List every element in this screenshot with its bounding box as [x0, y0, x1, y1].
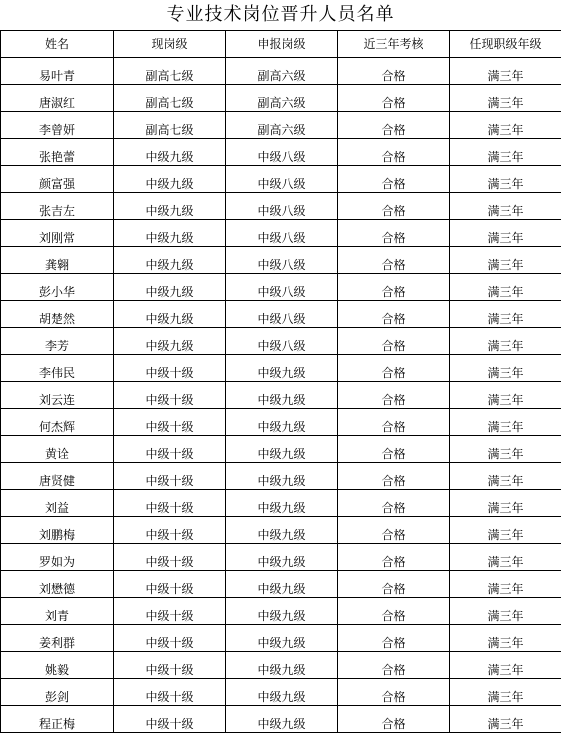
table-row [1, 517, 561, 544]
table-row [1, 598, 561, 625]
cell-name: 颜富强 [1, 166, 114, 193]
cell-assessment: 合格 [338, 598, 450, 625]
cell-assessment: 合格 [338, 679, 450, 706]
cell-applied-grade: 中级九级 [226, 598, 338, 625]
cell-tenure: 满三年 [450, 328, 561, 355]
cell-applied-grade: 中级九级 [226, 463, 338, 490]
cell-name: 姜利群 [1, 625, 114, 652]
cell-current-grade: 中级十级 [114, 679, 226, 706]
header-row [1, 31, 561, 58]
cell-tenure: 满三年 [450, 301, 561, 328]
cell-current-grade: 中级十级 [114, 355, 226, 382]
cell-applied-grade: 副高六级 [226, 112, 338, 139]
cell-assessment: 合格 [338, 85, 450, 112]
table-row [1, 301, 561, 328]
cell-name: 彭剑 [1, 679, 114, 706]
cell-applied-grade: 中级九级 [226, 517, 338, 544]
cell-current-grade: 副高七级 [114, 58, 226, 85]
cell-assessment: 合格 [338, 220, 450, 247]
cell-applied-grade: 中级八级 [226, 247, 338, 274]
cell-applied-grade: 中级八级 [226, 301, 338, 328]
table-row [1, 544, 561, 571]
cell-applied-grade: 副高六级 [226, 58, 338, 85]
cell-name: 龚翱 [1, 247, 114, 274]
cell-name: 易叶青 [1, 58, 114, 85]
cell-tenure: 满三年 [450, 544, 561, 571]
cell-assessment: 合格 [338, 382, 450, 409]
table-row [1, 625, 561, 652]
cell-tenure: 满三年 [450, 166, 561, 193]
cell-current-grade: 中级九级 [114, 220, 226, 247]
table-row [1, 382, 561, 409]
cell-applied-grade: 中级八级 [226, 328, 338, 355]
cell-current-grade: 中级九级 [114, 166, 226, 193]
cell-name: 李曾妍 [1, 112, 114, 139]
cell-assessment: 合格 [338, 490, 450, 517]
cell-current-grade: 中级十级 [114, 517, 226, 544]
cell-assessment: 合格 [338, 571, 450, 598]
cell-name: 刘懋德 [1, 571, 114, 598]
cell-assessment: 合格 [338, 652, 450, 679]
cell-current-grade: 中级十级 [114, 571, 226, 598]
table-row [1, 436, 561, 463]
cell-current-grade: 中级九级 [114, 193, 226, 220]
cell-current-grade: 副高七级 [114, 112, 226, 139]
table-row [1, 571, 561, 598]
cell-current-grade: 中级十级 [114, 463, 226, 490]
cell-assessment: 合格 [338, 436, 450, 463]
header-tenure: 任现职级年级 [450, 31, 561, 58]
cell-name: 何杰辉 [1, 409, 114, 436]
cell-assessment: 合格 [338, 517, 450, 544]
table-row [1, 85, 561, 112]
table-row [1, 355, 561, 382]
header-current-grade: 现岗级 [114, 31, 226, 58]
cell-tenure: 满三年 [450, 355, 561, 382]
table-row [1, 706, 561, 733]
cell-assessment: 合格 [338, 409, 450, 436]
cell-name: 黄诠 [1, 436, 114, 463]
cell-name: 彭小华 [1, 274, 114, 301]
cell-tenure: 满三年 [450, 490, 561, 517]
cell-current-grade: 中级十级 [114, 544, 226, 571]
cell-tenure: 满三年 [450, 247, 561, 274]
cell-tenure: 满三年 [450, 652, 561, 679]
cell-applied-grade: 中级九级 [226, 652, 338, 679]
cell-name: 程正梅 [1, 706, 114, 733]
cell-current-grade: 中级十级 [114, 409, 226, 436]
cell-name: 刘鹏梅 [1, 517, 114, 544]
cell-assessment: 合格 [338, 463, 450, 490]
cell-tenure: 满三年 [450, 139, 561, 166]
table-row [1, 328, 561, 355]
cell-tenure: 满三年 [450, 220, 561, 247]
cell-assessment: 合格 [338, 112, 450, 139]
table-row [1, 58, 561, 85]
cell-tenure: 满三年 [450, 517, 561, 544]
cell-name: 张吉左 [1, 193, 114, 220]
cell-current-grade: 中级十级 [114, 652, 226, 679]
cell-name: 唐淑红 [1, 85, 114, 112]
table-row [1, 166, 561, 193]
cell-current-grade: 副高七级 [114, 85, 226, 112]
cell-assessment: 合格 [338, 625, 450, 652]
cell-applied-grade: 中级九级 [226, 625, 338, 652]
cell-name: 刘云连 [1, 382, 114, 409]
cell-tenure: 满三年 [450, 571, 561, 598]
cell-current-grade: 中级九级 [114, 139, 226, 166]
table-row [1, 247, 561, 274]
cell-assessment: 合格 [338, 247, 450, 274]
table-row [1, 220, 561, 247]
cell-current-grade: 中级九级 [114, 301, 226, 328]
cell-assessment: 合格 [338, 355, 450, 382]
cell-current-grade: 中级十级 [114, 382, 226, 409]
cell-assessment: 合格 [338, 193, 450, 220]
cell-applied-grade: 中级八级 [226, 274, 338, 301]
cell-applied-grade: 中级九级 [226, 571, 338, 598]
cell-assessment: 合格 [338, 274, 450, 301]
cell-tenure: 满三年 [450, 274, 561, 301]
table-row [1, 139, 561, 166]
cell-name: 刘刚常 [1, 220, 114, 247]
cell-current-grade: 中级九级 [114, 328, 226, 355]
cell-name: 刘青 [1, 598, 114, 625]
cell-applied-grade: 中级八级 [226, 139, 338, 166]
cell-tenure: 满三年 [450, 436, 561, 463]
cell-tenure: 满三年 [450, 58, 561, 85]
cell-applied-grade: 中级八级 [226, 220, 338, 247]
cell-name: 李芳 [1, 328, 114, 355]
cell-tenure: 满三年 [450, 85, 561, 112]
cell-applied-grade: 中级九级 [226, 706, 338, 733]
cell-tenure: 满三年 [450, 598, 561, 625]
table-row [1, 490, 561, 517]
cell-current-grade: 中级九级 [114, 247, 226, 274]
cell-name: 罗如为 [1, 544, 114, 571]
table-row [1, 193, 561, 220]
cell-assessment: 合格 [338, 301, 450, 328]
cell-applied-grade: 中级八级 [226, 166, 338, 193]
cell-assessment: 合格 [338, 328, 450, 355]
cell-applied-grade: 中级九级 [226, 490, 338, 517]
cell-name: 胡楚然 [1, 301, 114, 328]
cell-applied-grade: 中级九级 [226, 409, 338, 436]
table-row [1, 409, 561, 436]
cell-tenure: 满三年 [450, 706, 561, 733]
promotion-table [0, 30, 561, 733]
cell-tenure: 满三年 [450, 382, 561, 409]
cell-current-grade: 中级十级 [114, 490, 226, 517]
cell-name: 李伟民 [1, 355, 114, 382]
cell-applied-grade: 中级九级 [226, 355, 338, 382]
cell-name: 刘益 [1, 490, 114, 517]
cell-tenure: 满三年 [450, 112, 561, 139]
cell-applied-grade: 中级九级 [226, 544, 338, 571]
table-row [1, 652, 561, 679]
cell-assessment: 合格 [338, 544, 450, 571]
cell-current-grade: 中级十级 [114, 598, 226, 625]
cell-current-grade: 中级九级 [114, 274, 226, 301]
cell-assessment: 合格 [338, 139, 450, 166]
cell-applied-grade: 中级八级 [226, 193, 338, 220]
cell-applied-grade: 副高六级 [226, 85, 338, 112]
table-row [1, 112, 561, 139]
header-name: 姓名 [1, 31, 114, 58]
header-applied-grade: 申报岗级 [226, 31, 338, 58]
cell-tenure: 满三年 [450, 193, 561, 220]
cell-applied-grade: 中级九级 [226, 436, 338, 463]
cell-tenure: 满三年 [450, 679, 561, 706]
cell-name: 唐贤健 [1, 463, 114, 490]
cell-assessment: 合格 [338, 166, 450, 193]
table-row [1, 274, 561, 301]
document-title: 专业技术岗位晋升人员名单 [0, 0, 561, 30]
cell-current-grade: 中级十级 [114, 706, 226, 733]
cell-tenure: 满三年 [450, 409, 561, 436]
cell-tenure: 满三年 [450, 625, 561, 652]
cell-tenure: 满三年 [450, 463, 561, 490]
cell-applied-grade: 中级九级 [226, 679, 338, 706]
table-row [1, 463, 561, 490]
cell-assessment: 合格 [338, 58, 450, 85]
table-body [1, 58, 561, 733]
header-assessment: 近三年考核 [338, 31, 450, 58]
cell-current-grade: 中级十级 [114, 436, 226, 463]
cell-applied-grade: 中级九级 [226, 382, 338, 409]
cell-name: 张艳蕾 [1, 139, 114, 166]
table-row [1, 679, 561, 706]
cell-assessment: 合格 [338, 706, 450, 733]
cell-current-grade: 中级十级 [114, 625, 226, 652]
cell-name: 姚毅 [1, 652, 114, 679]
